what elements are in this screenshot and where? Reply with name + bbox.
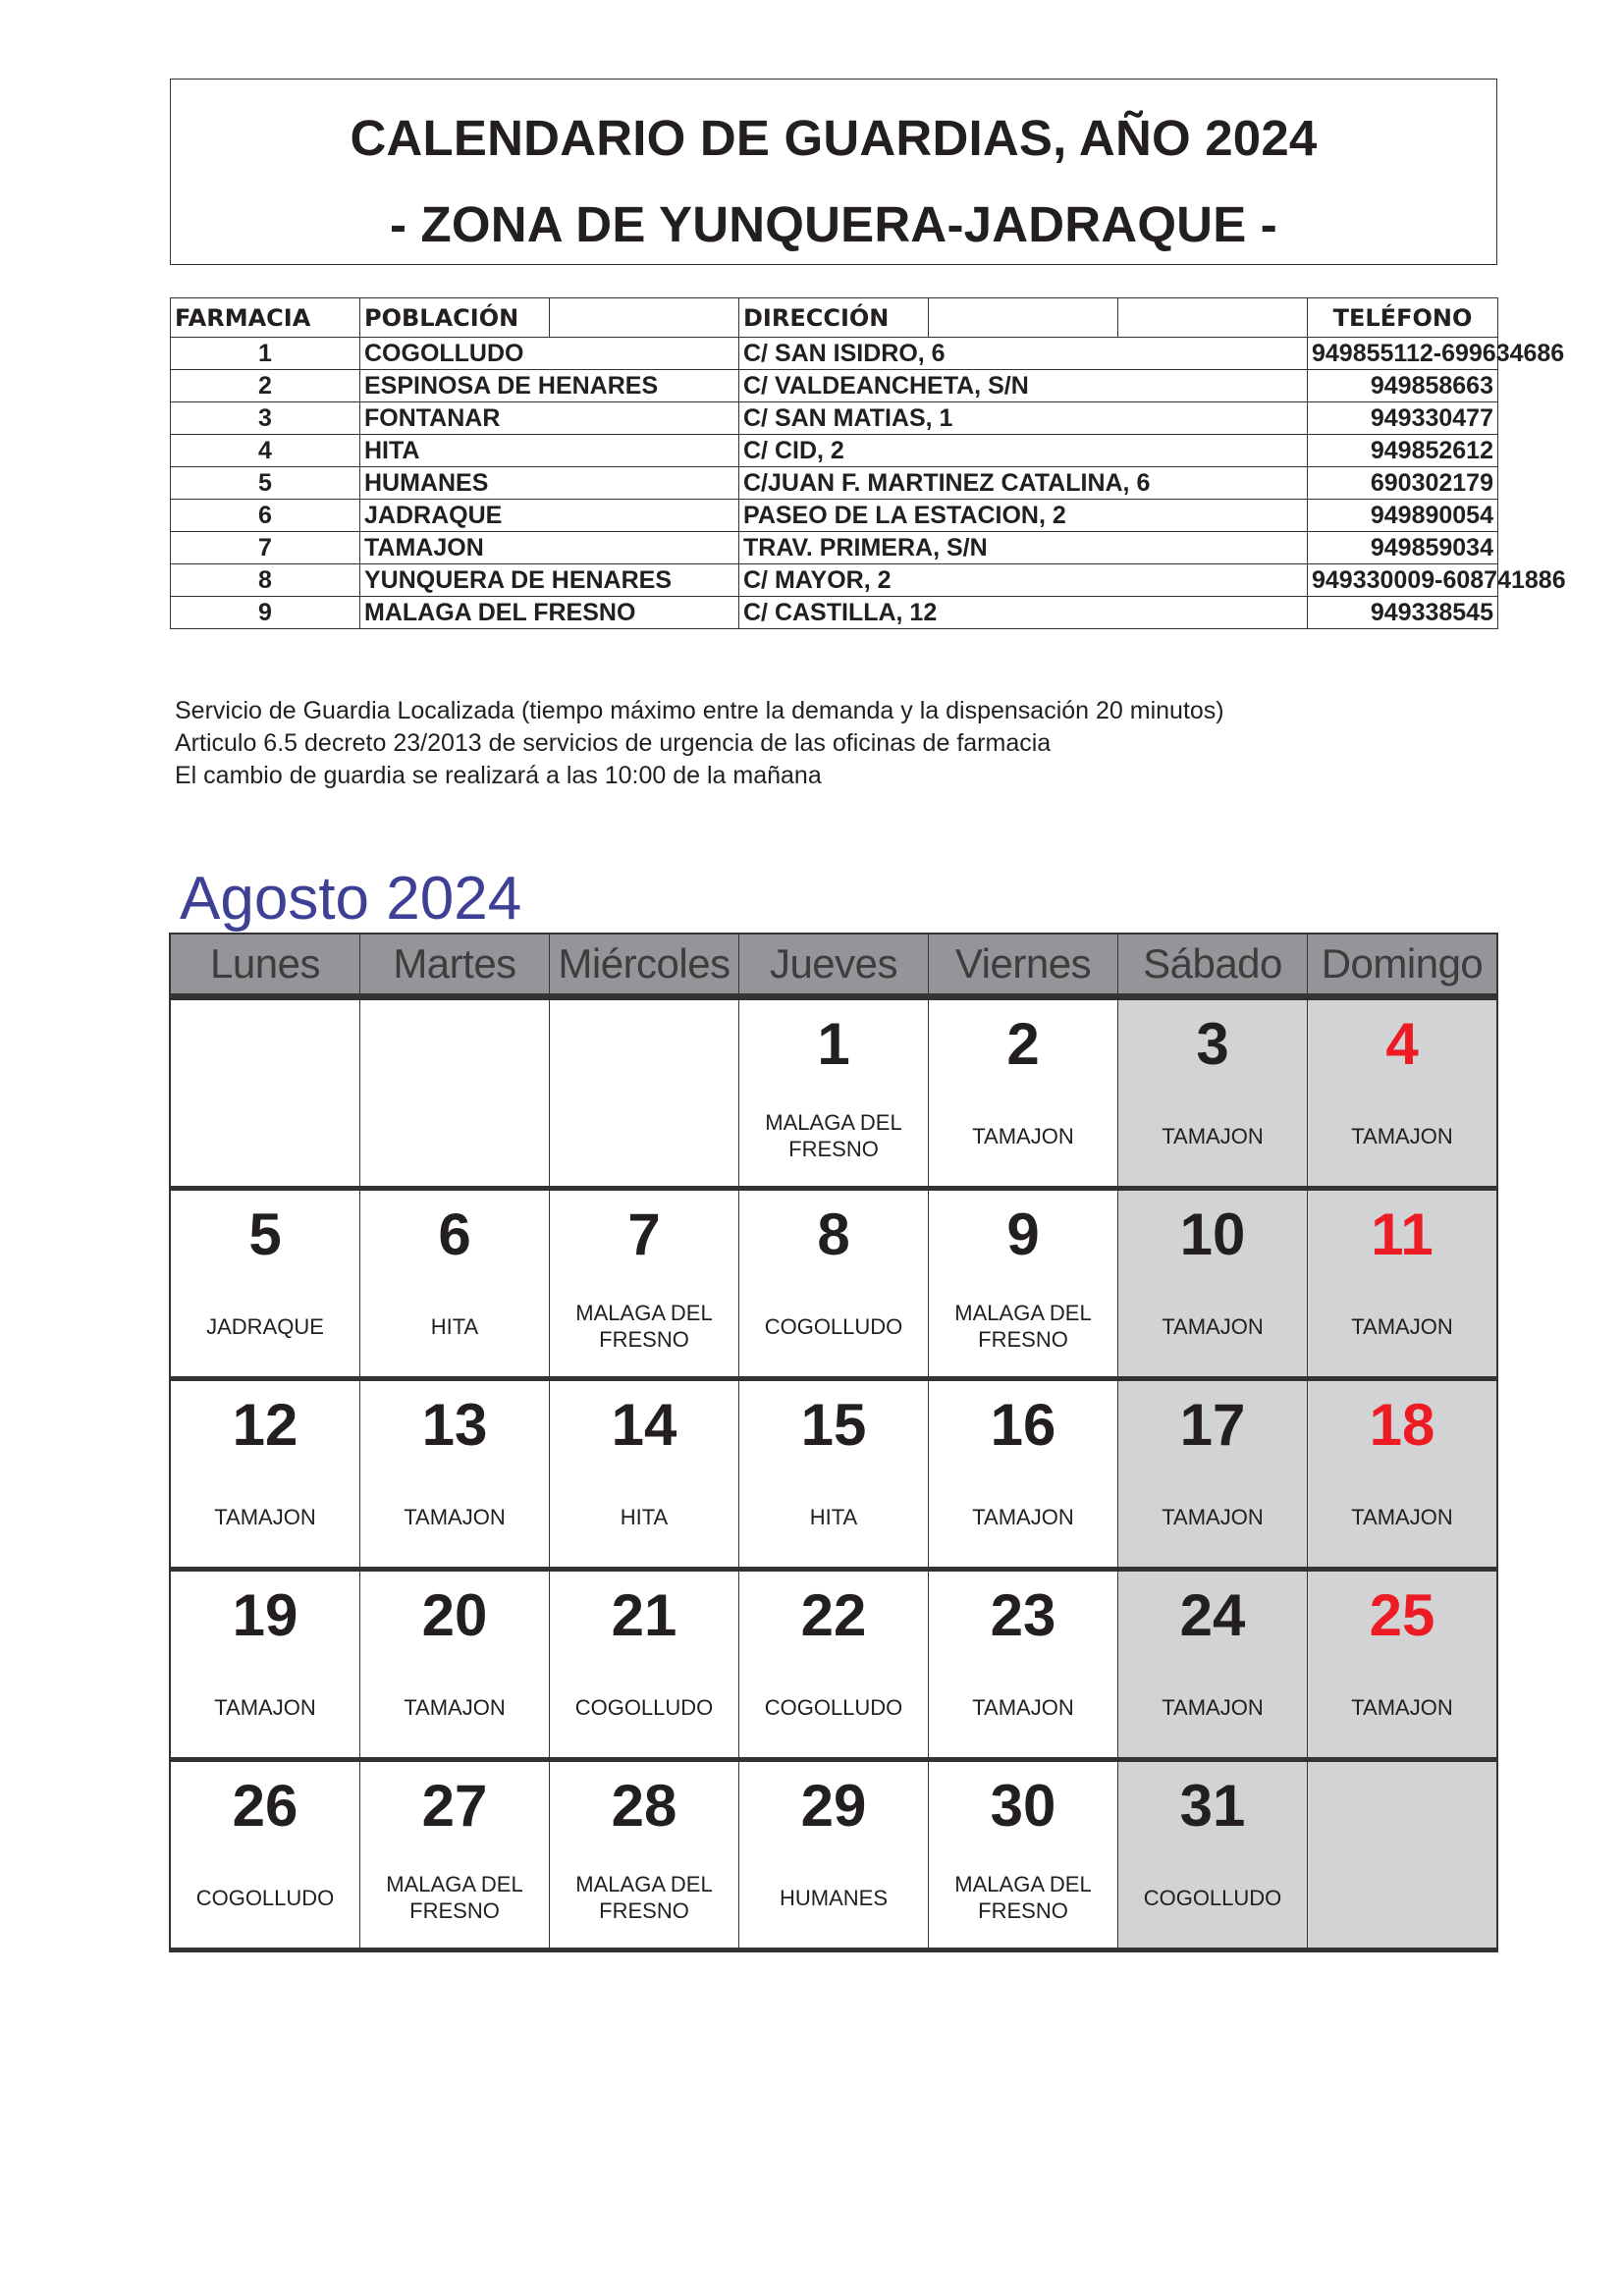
duty-pharmacy: TAMAJON <box>214 1694 316 1720</box>
calendar-day-cell <box>550 1381 739 1567</box>
pharmacy-row <box>171 370 1498 402</box>
weekday-label: Jueves <box>739 934 929 993</box>
duty-pharmacy: TAMAJON <box>404 1504 506 1529</box>
pharmacy-telefono: 949338545 <box>1308 597 1498 629</box>
duty-pharmacy: MALAGA DEL FRESNO <box>386 1872 523 1923</box>
day-number: 20 <box>421 1582 488 1648</box>
pharmacy-number: 6 <box>171 500 360 532</box>
duty-pharmacy: TAMAJON <box>972 1694 1074 1720</box>
pharmacy-number: 5 <box>171 467 360 500</box>
pharmacy-telefono: 949858663 <box>1308 370 1498 402</box>
pharmacy-poblacion: HITA <box>360 435 739 467</box>
pharmacy-poblacion: FONTANAR <box>360 402 739 435</box>
weekday-label: Miércoles <box>550 934 739 993</box>
weekday-label: Lunes <box>171 934 360 993</box>
pharmacy-row <box>171 402 1498 435</box>
pharmacy-number: 1 <box>171 338 360 370</box>
pharmacy-telefono: 949852612 <box>1308 435 1498 467</box>
duty-pharmacy: TAMAJON <box>972 1504 1074 1529</box>
note-line: Servicio de Guardia Localizada (tiempo máximo entre la demanda y la dispensación 20 minutos) <box>175 697 1224 724</box>
day-number: 16 <box>990 1392 1056 1458</box>
day-number: 12 <box>232 1392 298 1458</box>
calendar-day-cell <box>929 1000 1118 1186</box>
pharmacy-direccion: C/JUAN F. MARTINEZ CATALINA, 6 <box>739 467 1308 500</box>
pharmacy-number: 9 <box>171 597 360 629</box>
day-number: 24 <box>1179 1582 1246 1648</box>
header-poblacion: POBLACIÓN <box>360 298 550 338</box>
header-telefono: TELÉFONO <box>1308 298 1498 338</box>
duty-pharmacy: HITA <box>620 1504 669 1529</box>
pharmacy-number: 4 <box>171 435 360 467</box>
note-line: El cambio de guardia se realizará a las 10:00 de la mañana <box>175 762 822 789</box>
day-number: 15 <box>800 1392 867 1458</box>
calendar-day-cell <box>739 1572 929 1757</box>
calendar-day-cell <box>739 1000 929 1186</box>
day-number: 3 <box>1196 1011 1229 1077</box>
page-title: CALENDARIO DE GUARDIAS, AÑO 2024 <box>350 110 1318 166</box>
pharmacy-direccion: C/ CASTILLA, 12 <box>739 597 1308 629</box>
calendar-day-cell <box>550 1572 739 1757</box>
pharmacy-direccion: C/ SAN ISIDRO, 6 <box>739 338 1308 370</box>
day-number: 17 <box>1179 1392 1246 1458</box>
calendar-day-cell <box>739 1381 929 1567</box>
header-blank-2 <box>929 298 1118 338</box>
header-blank-1 <box>550 298 739 338</box>
pharmacy-number: 7 <box>171 532 360 564</box>
calendar-week <box>169 1757 1498 1952</box>
calendar-week <box>169 1376 1498 1567</box>
duty-pharmacy: COGOLLUDO <box>764 1694 903 1720</box>
calendar-day-cell <box>550 1191 739 1376</box>
duty-pharmacy: MALAGA DEL FRESNO <box>575 1301 713 1352</box>
duty-pharmacy: TAMAJON <box>214 1504 316 1529</box>
calendar-day-cell <box>360 1000 550 1186</box>
calendar-week <box>169 995 1498 1186</box>
weekday-label: Domingo <box>1321 940 1484 987</box>
calendar-day-cell <box>1118 1381 1308 1567</box>
duty-pharmacy: HITA <box>809 1504 858 1529</box>
header-direccion: DIRECCIÓN <box>739 298 929 338</box>
weekday-label: Sábado <box>1118 934 1308 993</box>
calendar-day-cell <box>1308 1572 1496 1757</box>
calendar-day-cell <box>1118 1762 1308 1948</box>
weekday-label: Viernes <box>929 934 1118 993</box>
day-number: 2 <box>1006 1011 1040 1077</box>
pharmacy-poblacion: MALAGA DEL FRESNO <box>360 597 739 629</box>
calendar-day-cell <box>360 1191 550 1376</box>
pharmacy-row <box>171 597 1498 629</box>
pharmacy-table-header-row <box>171 298 1498 338</box>
calendar-day-cell <box>929 1572 1118 1757</box>
duty-pharmacy: TAMAJON <box>404 1694 506 1720</box>
calendar-day-cell <box>1308 1381 1496 1567</box>
duty-pharmacy: TAMAJON <box>1351 1313 1453 1339</box>
duty-pharmacy: TAMAJON <box>1351 1123 1453 1148</box>
notes <box>175 695 1224 792</box>
day-number: 8 <box>817 1201 850 1267</box>
day-number: 28 <box>611 1773 677 1839</box>
day-number: 26 <box>232 1773 298 1839</box>
pharmacy-telefono: 690302179 <box>1308 467 1498 500</box>
day-number: 4 <box>1385 1011 1419 1077</box>
duty-pharmacy: COGOLLUDO <box>195 1885 335 1910</box>
duty-pharmacy: MALAGA DEL FRESNO <box>954 1872 1092 1923</box>
pharmacy-poblacion: HUMANES <box>360 467 739 500</box>
pharmacy-poblacion: TAMAJON <box>360 532 739 564</box>
calendar-day-cell <box>171 1000 360 1186</box>
duty-pharmacy: TAMAJON <box>1162 1504 1264 1529</box>
pharmacy-table <box>170 297 1566 629</box>
day-number: 30 <box>990 1773 1056 1839</box>
day-number: 21 <box>611 1582 677 1648</box>
day-number: 9 <box>1006 1201 1040 1267</box>
day-number: 6 <box>438 1201 471 1267</box>
pharmacy-row <box>171 338 1498 370</box>
day-number: 10 <box>1179 1201 1246 1267</box>
day-number: 22 <box>800 1582 867 1648</box>
pharmacy-poblacion: ESPINOSA DE HENARES <box>360 370 739 402</box>
calendar-day-cell <box>171 1191 360 1376</box>
day-number: 11 <box>1371 1201 1434 1267</box>
duty-pharmacy: TAMAJON <box>972 1123 1074 1148</box>
calendar-day-cell <box>360 1381 550 1567</box>
calendar-week <box>169 1567 1498 1757</box>
calendar <box>169 933 1498 1952</box>
duty-pharmacy: HUMANES <box>779 1885 888 1910</box>
note-line: Articulo 6.5 decreto 23/2013 de servicios de urgencia de las oficinas de farmacia <box>175 729 1052 757</box>
duty-pharmacy: COGOLLUDO <box>574 1694 714 1720</box>
pharmacy-number: 2 <box>171 370 360 402</box>
pharmacy-number: 3 <box>171 402 360 435</box>
duty-pharmacy: TAMAJON <box>1162 1694 1264 1720</box>
month-title: Agosto 2024 <box>180 865 522 933</box>
calendar-day-cell <box>1118 1572 1308 1757</box>
pharmacy-row <box>171 500 1498 532</box>
duty-pharmacy: JADRAQUE <box>206 1313 324 1339</box>
calendar-day-cell <box>739 1191 929 1376</box>
duty-pharmacy: COGOLLUDO <box>764 1313 903 1339</box>
pharmacy-telefono: 949330009-608741886 <box>1308 564 1498 597</box>
day-number: 14 <box>611 1392 677 1458</box>
calendar-day-cell <box>1308 1000 1496 1186</box>
pharmacy-telefono: 949890054 <box>1308 500 1498 532</box>
day-number: 25 <box>1369 1582 1435 1648</box>
calendar-day-cell <box>1118 1000 1308 1186</box>
pharmacy-direccion: C/ VALDEANCHETA, S/N <box>739 370 1308 402</box>
day-number: 29 <box>800 1773 867 1839</box>
header-farmacia: FARMACIA <box>171 298 360 338</box>
day-number: 13 <box>421 1392 488 1458</box>
calendar-day-cell <box>550 1762 739 1948</box>
calendar-day-cell <box>1308 1191 1496 1376</box>
header-blank-3 <box>1118 298 1308 338</box>
calendar-body <box>169 995 1498 1952</box>
calendar-day-cell <box>171 1572 360 1757</box>
calendar-day-cell <box>171 1381 360 1567</box>
pharmacy-direccion: PASEO DE LA ESTACION, 2 <box>739 500 1308 532</box>
duty-pharmacy: TAMAJON <box>1162 1123 1264 1148</box>
duty-pharmacy: COGOLLUDO <box>1143 1885 1282 1910</box>
pharmacy-row <box>171 435 1498 467</box>
pharmacy-row <box>171 467 1498 500</box>
calendar-day-cell <box>550 1000 739 1186</box>
pharmacy-row <box>171 564 1498 597</box>
pharmacy-telefono: 949859034 <box>1308 532 1498 564</box>
weekday-label: Martes <box>360 934 550 993</box>
pharmacy-poblacion: COGOLLUDO <box>360 338 739 370</box>
pharmacy-direccion: C/ CID, 2 <box>739 435 1308 467</box>
day-number: 7 <box>627 1201 661 1267</box>
day-number: 27 <box>421 1773 488 1839</box>
calendar-day-cell <box>929 1762 1118 1948</box>
day-number: 5 <box>248 1201 282 1267</box>
calendar-day-cell <box>360 1762 550 1948</box>
day-number: 23 <box>990 1582 1056 1648</box>
day-number: 31 <box>1179 1773 1246 1839</box>
calendar-day-cell <box>1308 1762 1496 1948</box>
page-subtitle: - ZONA DE YUNQUERA-JADRAQUE - <box>389 196 1277 252</box>
duty-pharmacy: MALAGA DEL FRESNO <box>575 1872 713 1923</box>
duty-pharmacy: TAMAJON <box>1351 1504 1453 1529</box>
duty-pharmacy: TAMAJON <box>1162 1313 1264 1339</box>
duty-pharmacy: TAMAJON <box>1351 1694 1453 1720</box>
calendar-day-cell <box>171 1762 360 1948</box>
day-number: 18 <box>1369 1392 1435 1458</box>
pharmacy-direccion: TRAV. PRIMERA, S/N <box>739 532 1308 564</box>
pharmacy-poblacion: JADRAQUE <box>360 500 739 532</box>
calendar-day-cell <box>929 1381 1118 1567</box>
calendar-day-cell <box>360 1572 550 1757</box>
pharmacy-direccion: C/ MAYOR, 2 <box>739 564 1308 597</box>
pharmacy-direccion: C/ SAN MATIAS, 1 <box>739 402 1308 435</box>
day-number: 1 <box>817 1011 850 1077</box>
duty-pharmacy: MALAGA DEL FRESNO <box>954 1301 1092 1352</box>
pharmacy-row <box>171 532 1498 564</box>
calendar-weekday-header <box>169 933 1498 995</box>
duty-pharmacy: MALAGA DEL FRESNO <box>765 1110 902 1161</box>
day-number: 19 <box>232 1582 298 1648</box>
pharmacy-telefono: 949330477 <box>1308 402 1498 435</box>
calendar-week <box>169 1186 1498 1376</box>
calendar-day-cell <box>1118 1191 1308 1376</box>
calendar-day-cell <box>739 1762 929 1948</box>
pharmacy-number: 8 <box>171 564 360 597</box>
pharmacy-telefono: 949855112-699634686 <box>1308 338 1498 370</box>
calendar-day-cell <box>929 1191 1118 1376</box>
pharmacy-poblacion: YUNQUERA DE HENARES <box>360 564 739 597</box>
title-box <box>170 79 1497 265</box>
duty-pharmacy: HITA <box>430 1313 479 1339</box>
